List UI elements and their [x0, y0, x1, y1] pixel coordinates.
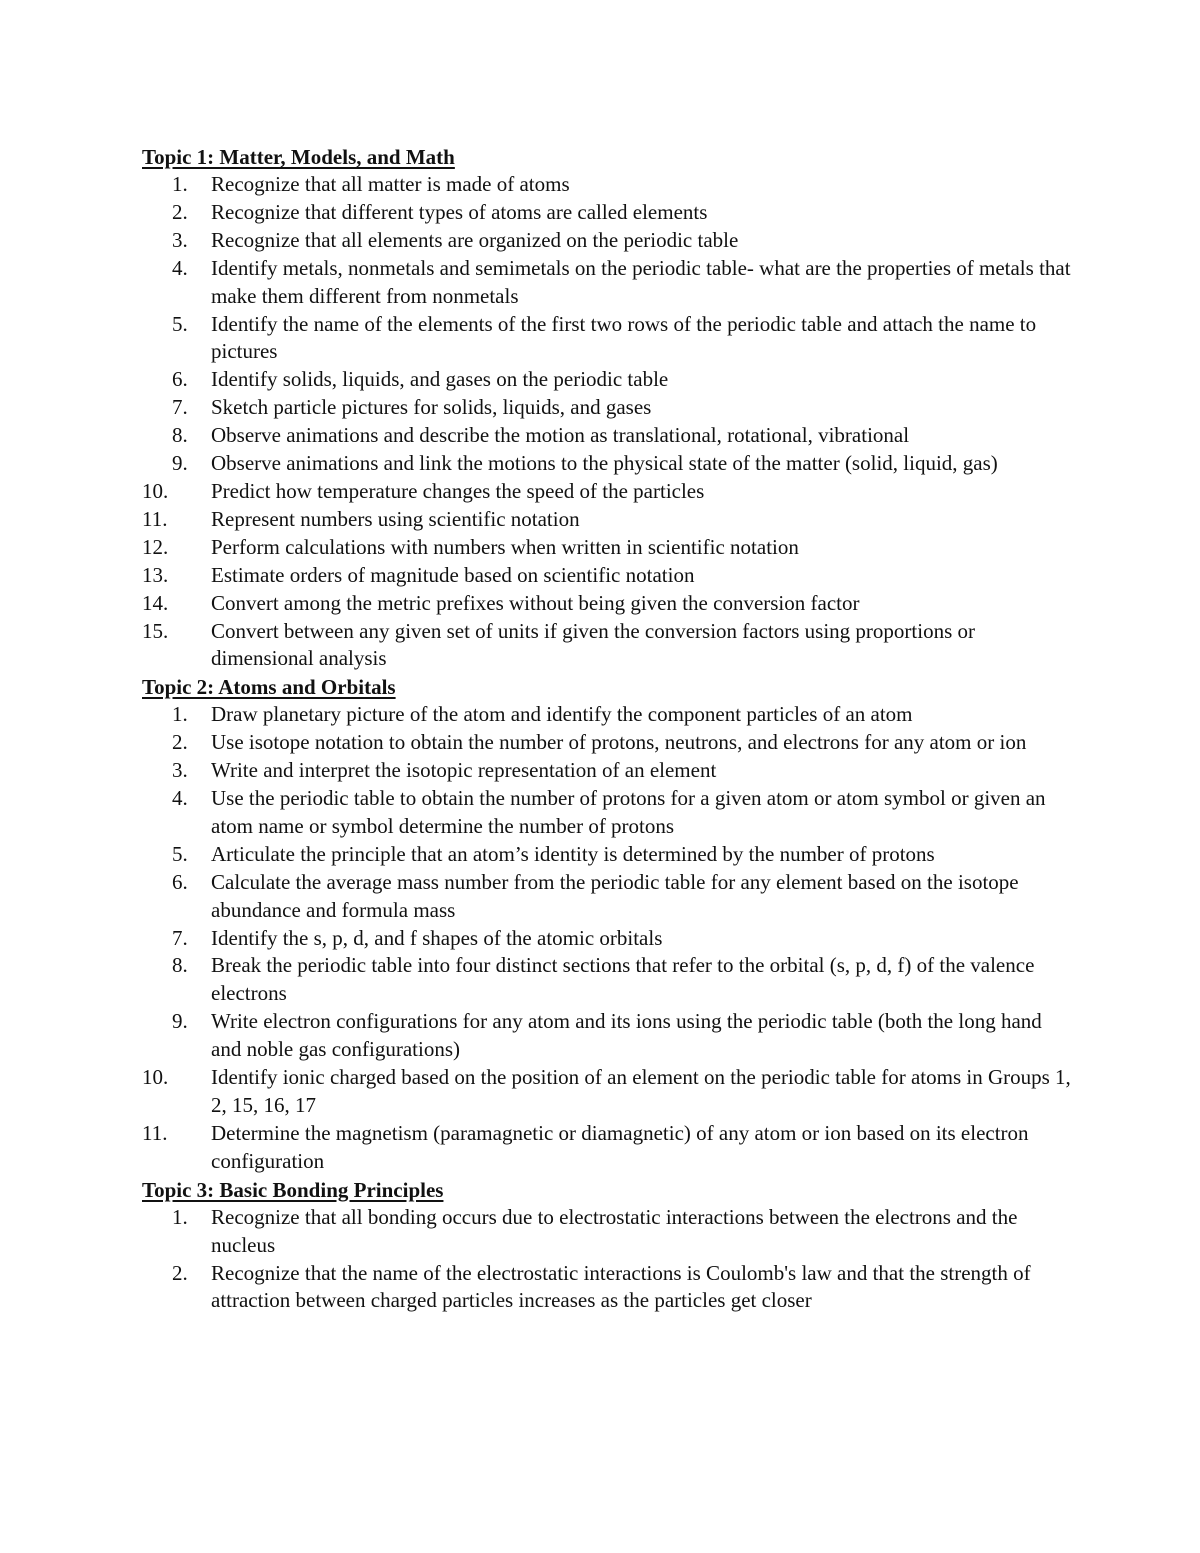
item-number: 10. — [142, 478, 169, 503]
item-text: Articulate the principle that an atom’s identity is determined by the number of protons — [211, 841, 935, 866]
topic-heading: Topic 2: Atoms and Orbitals — [142, 675, 396, 700]
list-item — [142, 394, 1072, 422]
item-text: Identify ionic charged based on the position of an element on the periodic table for atoms in Groups 1, 2, 15, 16, 17 — [211, 1065, 1071, 1117]
list-item — [142, 925, 1072, 953]
item-text: Calculate the average mass number from the periodic table for any element based on the isotope abundance and formula mass — [211, 869, 1019, 922]
item-text: Predict how temperature changes the speed of the particles — [211, 478, 705, 503]
item-text: Use the periodic table to obtain the number of protons for a given atom or atom symbol or given an atom name or symbol determine the number of protons — [211, 786, 1046, 838]
item-text: Recognize that all matter is made of atoms — [211, 172, 570, 196]
item-number: 3. — [172, 227, 188, 252]
item-text: Identify the name of the elements of the first two rows of the periodic table and attach the name to pictures — [211, 311, 1037, 364]
item-text: Draw planetary picture of the atom and identify the component particles of an atom — [211, 702, 913, 727]
item-number: 5. — [172, 311, 188, 336]
list-item — [142, 618, 1072, 674]
objective-list — [142, 171, 1072, 673]
topic-heading: Topic 1: Matter, Models, and Math — [142, 145, 455, 169]
item-text: Perform calculations with numbers when written in scientific notation — [211, 534, 799, 559]
item-text: Write and interpret the isotopic representation of an element — [211, 758, 717, 783]
item-number: 12. — [142, 534, 169, 559]
list-item — [142, 590, 1072, 618]
item-number: 5. — [172, 841, 188, 866]
objective-list — [142, 1204, 1072, 1316]
item-number: 11. — [142, 1120, 168, 1145]
item-text: Sketch particle pictures for solids, liquids, and gases — [211, 395, 652, 420]
item-text: Represent numbers using scientific notation — [211, 506, 580, 531]
list-item — [142, 869, 1072, 925]
list-item — [142, 785, 1072, 841]
item-text: Recognize that all bonding occurs due to electrostatic interactions between the electrons and the nucleus — [211, 1204, 1018, 1257]
list-item — [142, 952, 1072, 1008]
item-text: Determine the magnetism (paramagnetic or diamagnetic) of any atom or ion based on its electron configuration — [211, 1120, 1029, 1173]
item-number: 9. — [172, 451, 188, 476]
item-text: Recognize that different types of atoms are called elements — [211, 199, 708, 224]
item-number: 6. — [172, 367, 188, 392]
item-text: Recognize that the name of the electrostatic interactions is Coulomb's law and that the strength of attraction between charged particles increases as the particles get closer — [211, 1260, 1031, 1313]
list-item — [142, 701, 1072, 729]
list-item — [142, 171, 1072, 199]
list-item — [142, 1260, 1072, 1316]
item-number: 2. — [172, 1260, 188, 1285]
item-text: Write electron configurations for any atom and its ions using the periodic table (both the long hand and noble gas configurations) — [211, 1009, 1042, 1062]
item-text: Recognize that all elements are organized on the periodic table — [211, 227, 739, 252]
item-text: Use isotope notation to obtain the number of protons, neutrons, and electrons for any atom or ion — [211, 730, 1027, 755]
item-number: 1. — [172, 172, 188, 196]
document-content — [142, 143, 1072, 1315]
item-number: 8. — [172, 423, 188, 448]
item-text: Identify the s, p, d, and f shapes of the atomic orbitals — [211, 925, 663, 950]
list-item — [142, 199, 1072, 227]
item-number: 10. — [142, 1065, 169, 1090]
list-item — [142, 729, 1072, 757]
list-item — [142, 366, 1072, 394]
list-item — [142, 1064, 1072, 1120]
item-number: 13. — [142, 562, 169, 587]
item-text: Identify metals, nonmetals and semimetals on the periodic table- what are the properties of metals that make them different from nonmetals — [211, 255, 1071, 308]
item-text: Convert between any given set of units if given the conversion factors using proportions or dimensional analysis — [211, 618, 975, 671]
list-item — [142, 841, 1072, 869]
topic-section — [142, 1176, 1072, 1316]
item-number: 3. — [172, 758, 188, 783]
item-number: 2. — [172, 199, 188, 224]
item-number: 11. — [142, 506, 168, 531]
item-number: 14. — [142, 590, 169, 615]
topic-heading: Topic 3: Basic Bonding Principles — [142, 1177, 444, 1202]
item-number: 4. — [172, 255, 188, 280]
list-item — [142, 450, 1072, 478]
objective-list — [142, 701, 1072, 1175]
item-text: Observe animations and link the motions to the physical state of the matter (solid, liquid, gas) — [211, 451, 998, 476]
item-text: Break the periodic table into four distinct sections that refer to the orbital (s, p, d, f) of the valence electrons — [211, 953, 1035, 1006]
item-number: 1. — [172, 702, 188, 727]
item-text: Identify solids, liquids, and gases on the periodic table — [211, 367, 669, 392]
item-number: 2. — [172, 730, 188, 755]
item-text: Convert among the metric prefixes without being given the conversion factor — [211, 590, 860, 615]
item-number: 4. — [172, 786, 188, 811]
item-text: Observe animations and describe the motion as translational, rotational, vibrational — [211, 423, 910, 448]
list-item — [142, 227, 1072, 255]
topic-section — [142, 673, 1072, 1175]
item-number: 7. — [172, 395, 188, 420]
item-number: 15. — [142, 618, 169, 643]
item-number: 1. — [172, 1204, 188, 1229]
list-item — [142, 311, 1072, 367]
list-item — [142, 1008, 1072, 1064]
item-number: 7. — [172, 925, 188, 950]
topic-section — [142, 143, 1072, 673]
list-item — [142, 422, 1072, 450]
list-item — [142, 255, 1072, 311]
list-item — [142, 506, 1072, 534]
list-item — [142, 562, 1072, 590]
list-item — [142, 1120, 1072, 1176]
list-item — [142, 534, 1072, 562]
item-number: 9. — [172, 1009, 188, 1034]
item-text: Estimate orders of magnitude based on scientific notation — [211, 562, 695, 587]
item-number: 6. — [172, 869, 188, 894]
list-item — [142, 1204, 1072, 1260]
item-number: 8. — [172, 953, 188, 978]
list-item — [142, 757, 1072, 785]
list-item — [142, 478, 1072, 506]
